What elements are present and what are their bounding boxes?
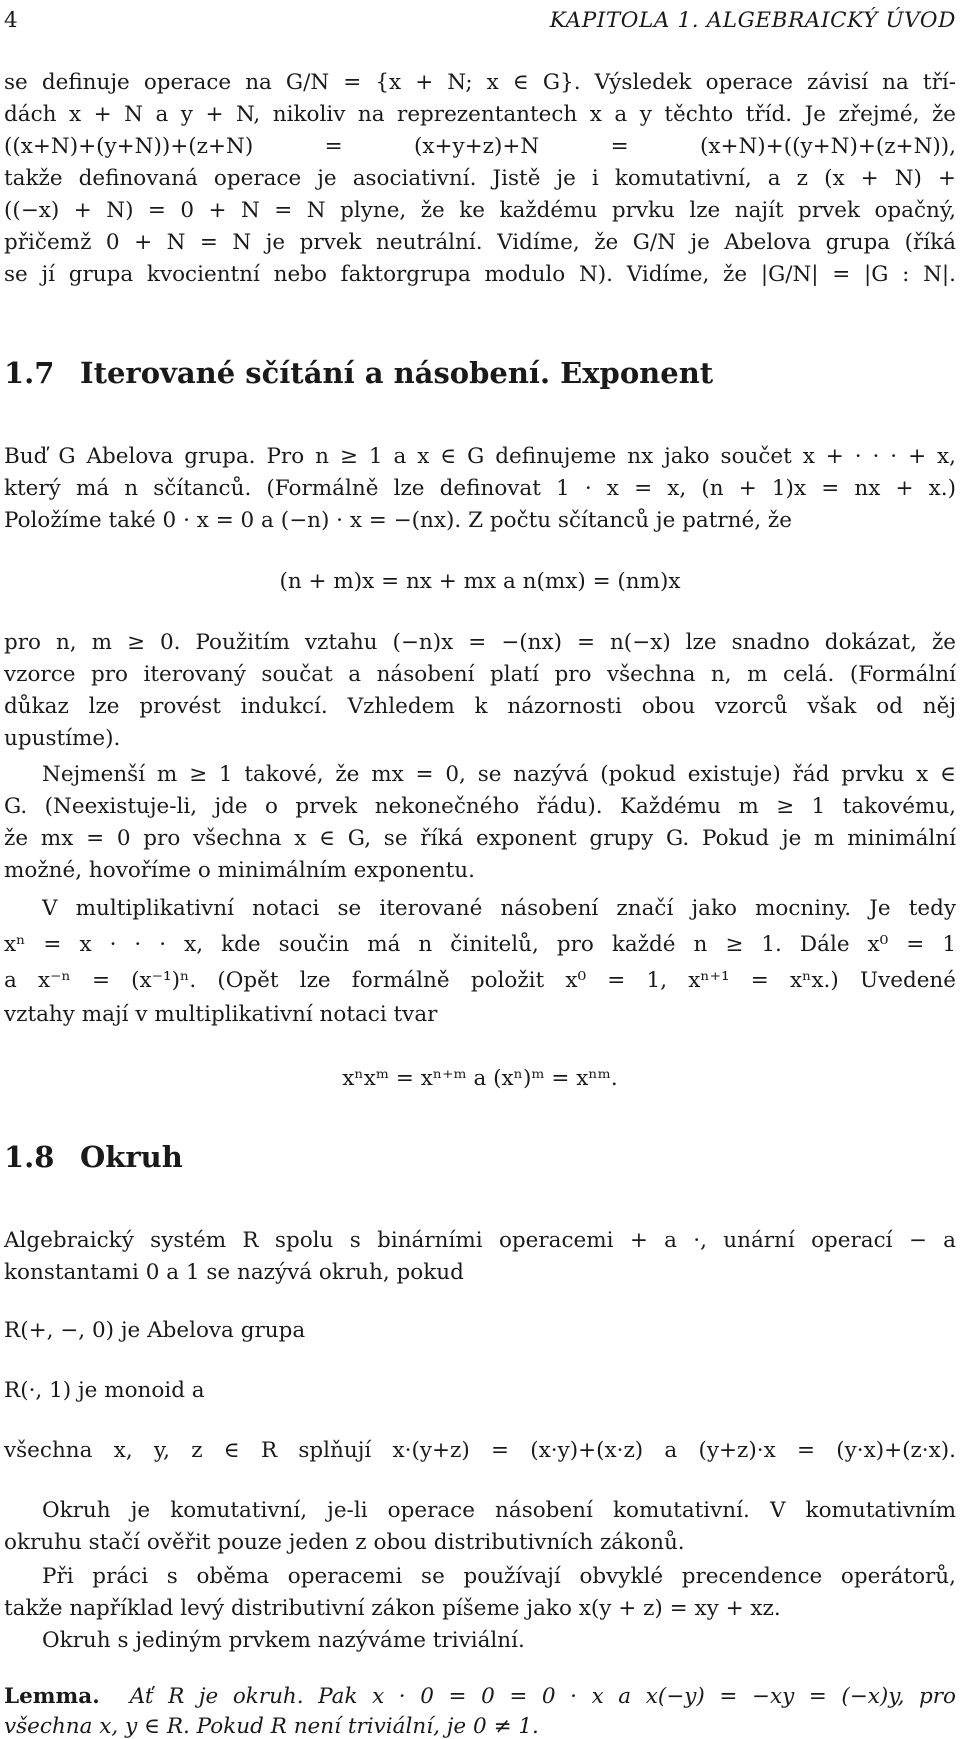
text-line: Algebraický systém R spolu s binárními operacemi + a ·, unární operací − a: [4, 1228, 956, 1253]
text-line: vztahy mají v multiplikativní notaci tvar: [4, 1002, 438, 1027]
text-line: konstantami 0 a 1 se nazývá okruh, pokud: [4, 1260, 464, 1285]
text-line: V multiplikativní notaci se iterované násobení značí jako mocniny. Je tedy: [42, 896, 956, 921]
page-number: 4: [4, 8, 18, 33]
lemma-line: [4, 1686, 956, 1708]
text-line: dách x + N a y + N, nikoliv na reprezentantech x a y těchto tříd. Je zřejmé, že: [4, 102, 956, 127]
text-line: důkaz lze provést indukcí. Vzhledem k názornosti obou vzorců však od něj: [4, 694, 956, 719]
text-line: okruhu stačí ověřit pouze jeden z obou distributivních zákonů.: [4, 1530, 685, 1555]
lemma-text: všechna x, y ∈ R. Pokud R není triviální, je 0 ≠ 1.: [4, 1714, 539, 1739]
section-title: Okruh: [80, 1140, 183, 1174]
text-line: Při práci s oběma operacemi se používají obvyklé precendence operátorů,: [42, 1564, 956, 1589]
text-line: a x⁻ⁿ = (x⁻¹)ⁿ. (Opět lze formálně položit x⁰ = 1, xⁿ⁺¹ = xⁿx.) Uvedené: [4, 968, 956, 993]
text-line: přičemž 0 + N = N je prvek neutrální. Vidíme, že G/N je Abelova grupa (říká: [4, 230, 956, 255]
text-line: Okruh je komutativní, je-li operace násobení komutativní. V komutativním: [42, 1498, 956, 1523]
section-number: 1.7: [4, 356, 55, 390]
text-line: ((−x) + N) = 0 + N = N plyne, že ke každému prvku lze najít prvek opačný,: [4, 198, 956, 223]
text-line: vzorce pro iterovaný součat a násobení platí pro všechna n, m celá. (Formální: [4, 662, 956, 687]
axiom-line: všechna x, y, z ∈ R splňují x·(y+z) = (x·y)+(x·z) a (y+z)·x = (y·x)+(z·x).: [4, 1438, 956, 1463]
text-line: upustíme).: [4, 726, 121, 751]
text-line: ((x+N)+(y+N))+(z+N) = (x+y+z)+N = (x+N)+((y+N)+(z+N)),: [4, 134, 956, 159]
lemma-text: Ať R je okruh. Pak x · 0 = 0 = 0 · x a x(−y) = −xy = (−x)y, pro: [129, 1684, 956, 1709]
display-formula: (n + m)x = nx + mx a n(mx) = (nm)x: [279, 569, 681, 594]
text-line: Buď G Abelova grupa. Pro n ≥ 1 a x ∈ G definujeme nx jako součet x + · · · + x,: [4, 444, 956, 469]
text-line: takže například levý distributivní zákon píšeme jako x(y + z) = xy + xz.: [4, 1596, 781, 1621]
text-line: že mx = 0 pro všechna x ∈ G, se říká exponent grupy G. Pokud je m minimální: [4, 826, 956, 851]
display-formula: xⁿxᵐ = xⁿ⁺ᵐ a (xⁿ)ᵐ = xⁿᵐ.: [342, 1066, 618, 1091]
text-line: Nejmenší m ≥ 1 takové, že mx = 0, se nazývá (pokud existuje) řád prvku x ∈: [42, 762, 956, 787]
running-header: KAPITOLA 1. ALGEBRAICKÝ ÚVOD: [549, 8, 956, 33]
text-line: G. (Neexistuje-li, jde o prvek nekonečného řádu). Každému m ≥ 1 takovému,: [4, 794, 956, 819]
text-line: xⁿ = x · · · x, kde součin má n činitelů, pro každé n ≥ 1. Dále x⁰ = 1: [4, 932, 956, 957]
section-number: 1.8: [4, 1140, 55, 1174]
section-heading-1-8: [4, 1140, 183, 1174]
lemma-label: Lemma.: [4, 1684, 100, 1709]
text-line: možné, hovoříme o minimálním exponentu.: [4, 858, 475, 883]
text-line: Okruh s jediným prvkem nazýváme triviální.: [42, 1628, 525, 1653]
text-line: Položíme také 0 · x = 0 a (−n) · x = −(nx). Z počtu sčítanců je patrné, že: [4, 508, 792, 533]
text-line: takže definovaná operace je asociativní. Jistě je i komutativní, a z (x + N) +: [4, 166, 956, 191]
text-line: se definuje operace na G/N = {x + N; x ∈ G}. Výsledek operace závisí na tří-: [4, 70, 956, 95]
text-line: který má n sčítanců. (Formálně lze definovat 1 · x = x, (n + 1)x = nx + x.): [4, 476, 956, 501]
text-line: se jí grupa kvocientní nebo faktorgrupa modulo N). Vidíme, že |G/N| = |G : N|.: [4, 262, 956, 287]
axiom-line: R(+, −, 0) je Abelova grupa: [4, 1318, 306, 1343]
axiom-line: R(·, 1) je monoid a: [4, 1378, 205, 1403]
section-title: Iterované sčítání a násobení. Exponent: [80, 356, 714, 390]
text-line: pro n, m ≥ 0. Použitím vztahu (−n)x = −(nx) = n(−x) lze snadno dokázat, že: [4, 630, 956, 655]
section-heading-1-7: [4, 356, 713, 390]
